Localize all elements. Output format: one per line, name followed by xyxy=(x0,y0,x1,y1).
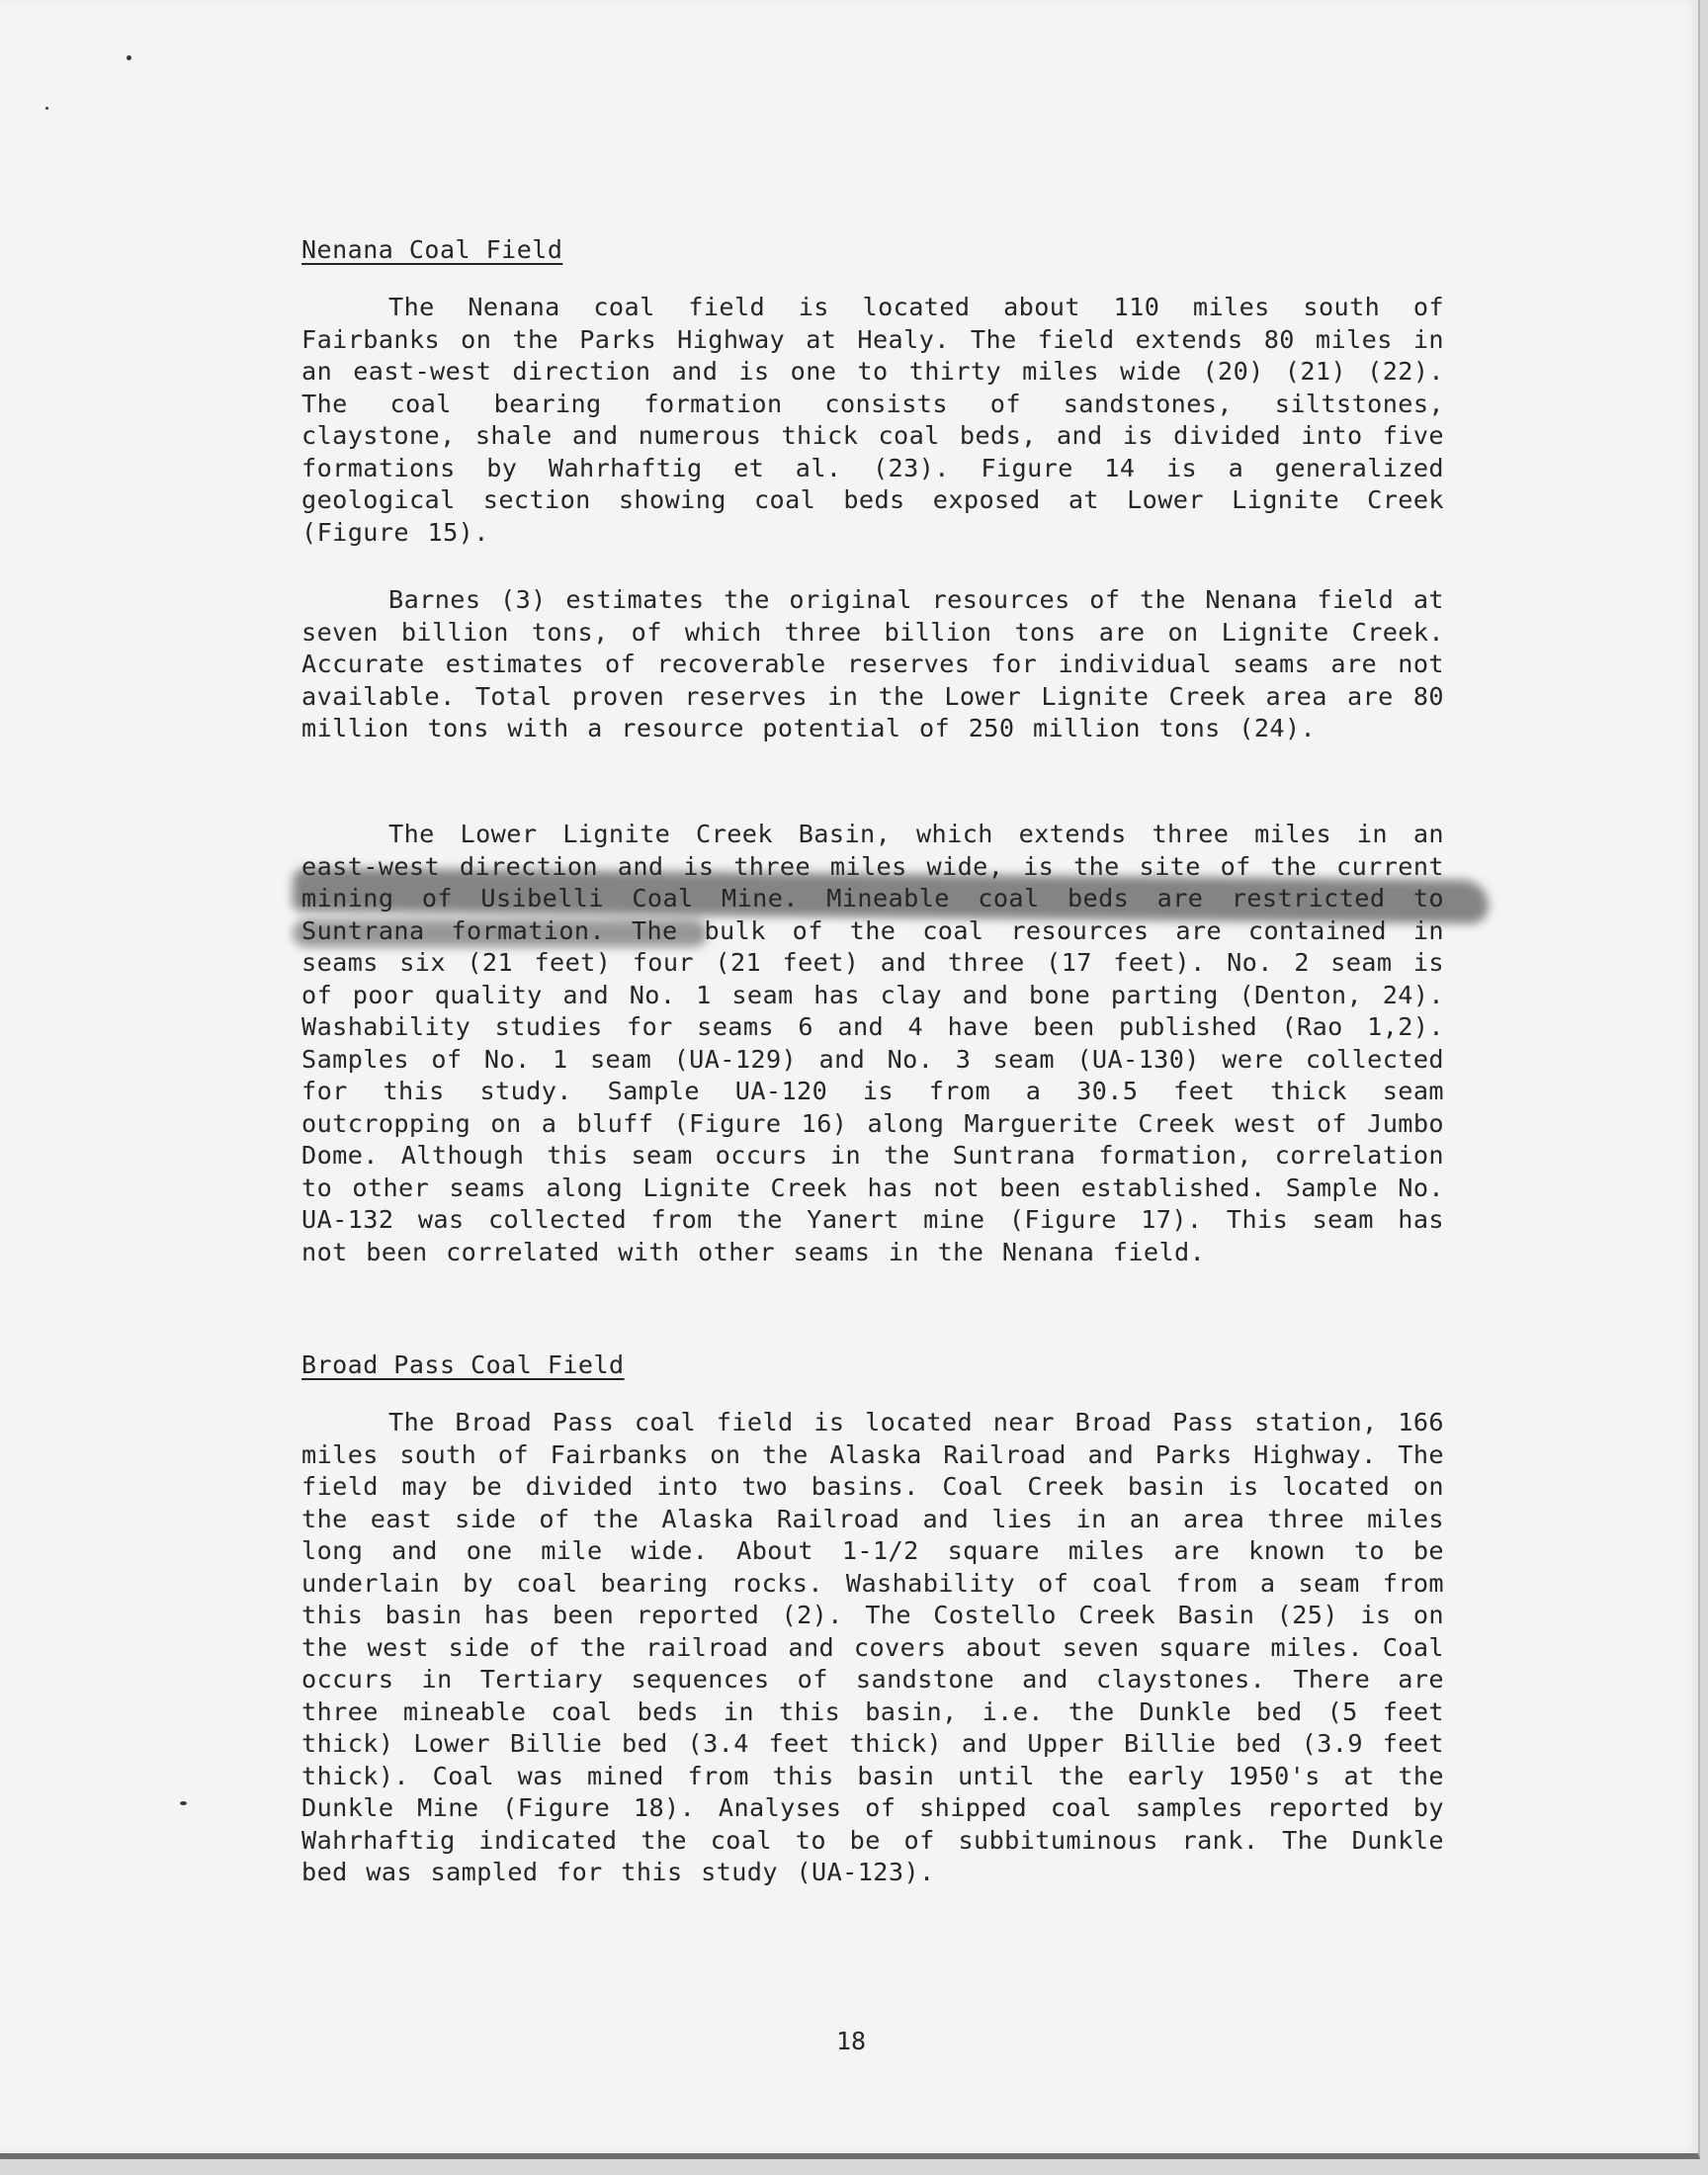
scan-speck xyxy=(45,107,48,110)
section-heading-broad-pass: Broad Pass Coal Field xyxy=(301,1350,625,1379)
scan-speck xyxy=(180,1801,187,1805)
paragraph-lower-lignite-creek: The Lower Lignite Creek Basin, which extends three miles in an east-west direction and is three miles wide, is the site of the current mining of Usibelli Coal Mine. Mineable coal beds are restricted to Suntrana formation. The bulk of the coal resources are contained in seams six (21 feet) four (21 feet) and three (17 feet). No. 2 seam is of poor quality and No. 1 seam has clay and bone parting (Denton, 24). Washability studies for seams 6 and 4 have been published (Rao 1,2). Samples of No. 1 seam (UA-129) and No. 3 seam (UA-130) were collected for this study. Sample UA-120 is from a 30.5 feet thick seam outcropping on a bluff (Figure 16) along Marguerite Creek west of Jumbo Dome. Although this seam occurs in the Suntrana formation, correlation to other seams along Lignite Creek has not been established. Sample No. UA-132 was collected from the Yanert mine (Figure 17). This seam has not been correlated with other seams in the Nenana field. xyxy=(301,820,1444,1266)
paragraph-nenana-intro: The Nenana coal field is located about 110 miles south of Fairbanks on the Parks Highway at Healy. The field extends 80 miles in an east-west direction and is one to thirty miles wide (20) (21) (22). The coal bearing formation consists of sandstones, siltstones, claystone, shale and numerous thick coal beds, and is divided into five formations by Wahrhaftig et al. (23). Figure 14 is a generalized geological section showing coal beds exposed at Lower Lignite Creek (Figure 15). xyxy=(301,293,1444,547)
section-heading-nenana: Nenana Coal Field xyxy=(301,235,563,264)
paragraph-nenana-resources: Barnes (3) estimates the original resources of the Nenana field at seven billion tons, of which three billion tons are on Lignite Creek. Accurate estimates of recoverable reserves for individual seams are not available. Total proven reserves in the Lower Lignite Creek area are 80 million tons with a resource potential of 250 million tons (24). xyxy=(301,585,1444,743)
scan-speck xyxy=(127,55,131,60)
paragraph-broad-pass: The Broad Pass coal field is located near Broad Pass station, 166 miles south of Fairbanks on the Alaska Railroad and Parks Highway. The field may be divided into two basins. Coal Creek basin is located on the east side of the Alaska Railroad and lies in an area three miles long and one mile wide. About 1-1/2 square miles are known to be underlain by coal bearing rocks. Washability of coal from a seam from this basin has been reported (2). The Costello Creek Basin (25) is on the west side of the railroad and covers about seven square miles. Coal occurs in Tertiary sequences of sandstone and claystones. There are three mineable coal beds in this basin, i.e. the Dunkle bed (5 feet thick) Lower Billie bed (3.4 feet thick) and Upper Billie bed (3.9 feet thick). Coal was mined from this basin until the early 1950's at the Dunkle Mine (Figure 18). Analyses of shipped coal samples reported by Wahrhaftig indicated the coal to be of subbituminous rank. The Dunkle bed was sampled for this study (UA-123). xyxy=(301,1408,1444,1887)
page-number: 18 xyxy=(836,2027,867,2055)
